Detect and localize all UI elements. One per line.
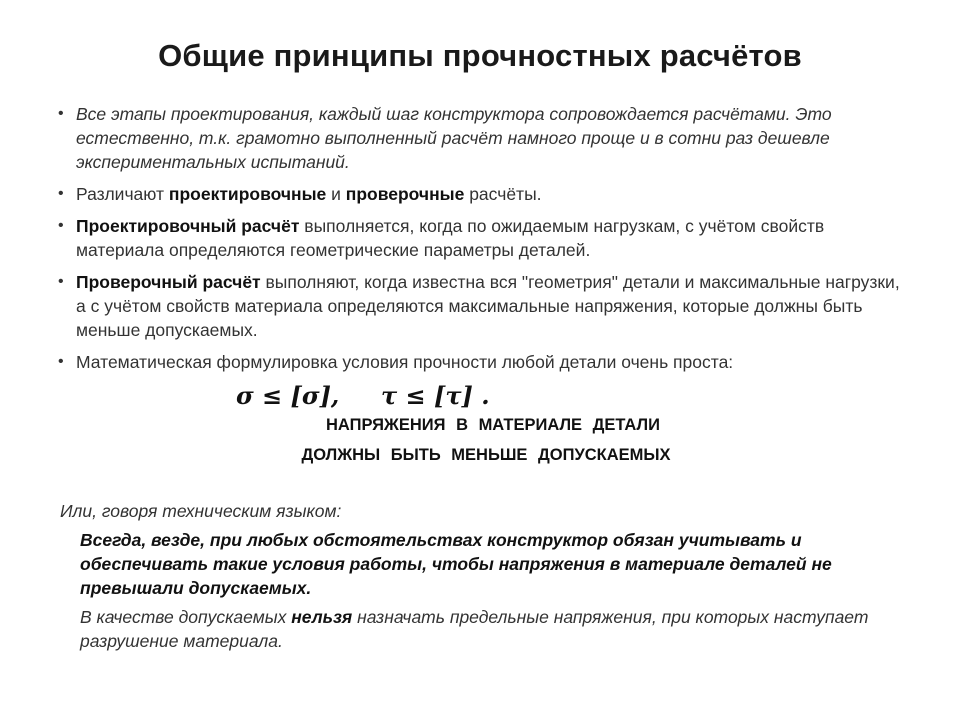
bullet-text-mid: и — [326, 184, 346, 204]
bullet-list — [56, 102, 906, 382]
bullet-bold-term: Проектировочный расчёт — [76, 216, 300, 236]
bullet-dot-icon: • — [58, 217, 64, 234]
paragraph-rule: Всегда, везде, при любых обстоятельствах конструктор обязан учитывать и обеспечивать такие условия работы, чтобы напряжения в материале деталей не превышали допускаемых. — [80, 530, 832, 598]
bullet-bold-term: проектировочные — [168, 184, 327, 204]
bullet-dot-icon: • — [58, 105, 64, 122]
caps-line-2: ДОЛЖНЫ БЫТЬ МЕНЬШЕ ДОПУСКАЕМЫХ — [301, 446, 671, 464]
bullet-dot-icon: • — [58, 273, 64, 290]
bullet-bold-term: проверочные — [345, 184, 465, 204]
bullet-dot-icon: • — [58, 353, 64, 370]
note-text-pre: В качестве допускаемых — [80, 607, 292, 627]
strength-formula: σ ≤ [σ], τ ≤ [τ] . — [236, 381, 490, 410]
bullet-item-4 — [56, 270, 906, 342]
bullet-text-pre: Различают — [76, 184, 169, 204]
bullet-text: выполняют, когда известна вся "геометрия" детали и максимальные нагрузки, а с учётом свойств материала определяются максимальные напряжения, которые должны быть меньше допускаемых. — [76, 272, 900, 340]
bullet-item-5 — [56, 350, 906, 374]
bullet-text: выполняется, когда по ожидаемым нагрузкам, с учётом свойств материала определяются геометрические параметры деталей. — [76, 216, 825, 260]
bullet-text: Математическая формулировка условия прочности любой детали очень проста: — [76, 352, 734, 372]
bullet-text-post: расчёты. — [464, 184, 542, 204]
note-text-post: назначать предельные напряжения, при которых наступает разрушение материала. — [80, 607, 869, 651]
caps-line-1: НАПРЯЖЕНИЯ В МАТЕРИАЛЕ ДЕТАЛИ — [326, 416, 660, 434]
bullet-item-3 — [56, 214, 906, 262]
bullet-dot-icon: • — [58, 185, 64, 202]
note-bold-word: нельзя — [291, 607, 353, 627]
bullet-text: Все этапы проектирования, каждый шаг конструктора сопровождается расчётами. Это естественно, т.к. грамотно выполненный расчёт намного проще и в сотни раз дешевле экспериментальных испытаний. — [76, 104, 832, 172]
bullet-item-1 — [56, 102, 906, 174]
slide-title: Общие принципы прочностных расчётов — [158, 38, 802, 73]
paragraph-note — [60, 605, 900, 653]
paragraph-intro: Или, говоря техническим языком: — [60, 501, 342, 521]
bullet-item-2 — [56, 182, 906, 206]
bullet-bold-term: Проверочный расчёт — [76, 272, 261, 292]
